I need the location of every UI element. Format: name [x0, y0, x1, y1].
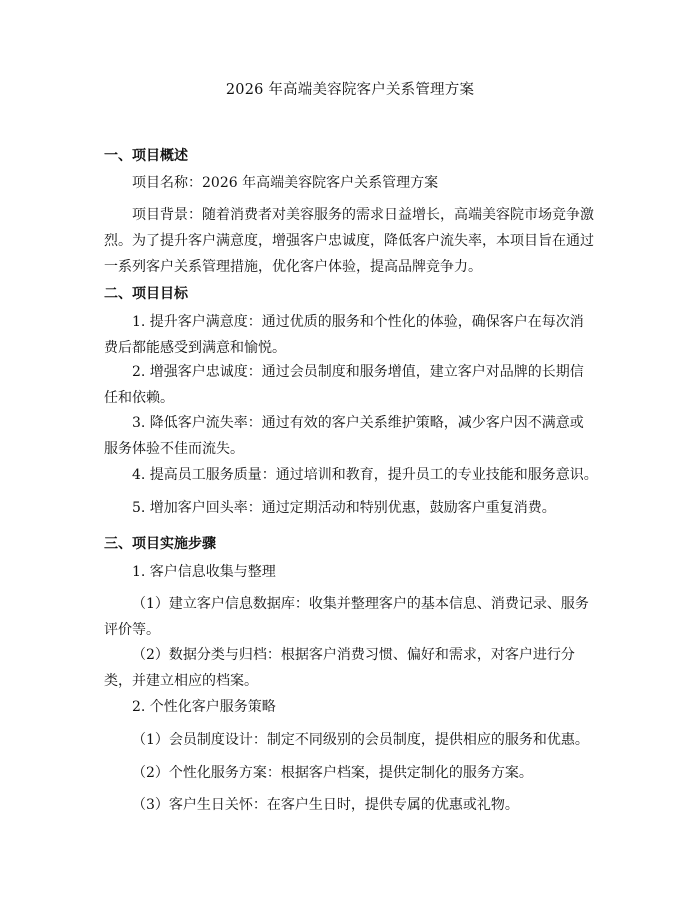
paragraph-step-1-1: （1）建立客户信息数据库：收集并整理客户的基本信息、消费记录、服务评价等。	[104, 596, 589, 638]
section-heading-overview: 一、项目概述	[104, 148, 188, 164]
document-title: 2026 年高端美容院客户关系管理方案	[225, 82, 475, 98]
paragraph-goal-2: 2. 增强客户忠诚度：通过会员制度和服务增值，建立客户对品牌的长期信任和依赖。	[104, 364, 584, 406]
paragraph-goal-5: 5. 增加客户回头率：通过定期活动和特别优惠，鼓励客户重复消费。	[132, 500, 556, 516]
paragraph-project-name: 项目名称：2026 年高端美容院客户关系管理方案	[132, 175, 439, 191]
paragraph-step-2-2: （2）个性化服务方案：根据客户档案，提供定制化的服务方案。	[132, 765, 533, 781]
paragraph-goal-1: 1. 提升客户满意度：通过优质的服务和个性化的体验，确保客户在每次消费后都能感受到满意和愉悦。	[104, 314, 584, 356]
section-heading-goals: 二、项目目标	[104, 286, 188, 302]
section-heading-implementation: 三、项目实施步骤	[104, 536, 216, 552]
paragraph-step-2-1: （1）会员制度设计：制定不同级别的会员制度，提供相应的服务和优惠。	[132, 732, 589, 748]
paragraph-step-1-2: （2）数据分类与归档：根据客户消费习惯、偏好和需求，对客户进行分类，并建立相应的档案。	[104, 647, 575, 689]
paragraph-step-1: 1. 客户信息收集与整理	[132, 564, 276, 580]
paragraph-project-background: 项目背景：随着消费者对美容服务的需求日益增长，高端美容院市场竞争激烈。为了提升客户满意度，增强客户忠诚度，降低客户流失率，本项目旨在通过一系列客户关系管理措施，优化客户体验，提高品牌竞争力。	[104, 207, 594, 275]
paragraph-goal-4: 4. 提高员工服务质量：通过培训和教育，提升员工的专业技能和服务意识。	[132, 467, 598, 483]
paragraph-goal-3: 3. 降低客户流失率：通过有效的客户关系维护策略，减少客户因不满意或服务体验不佳而流失。	[104, 415, 584, 457]
paragraph-step-2-3: （3）客户生日关怀：在客户生日时，提供专属的优惠或礼物。	[132, 797, 519, 813]
paragraph-step-2: 2. 个性化客户服务策略	[132, 699, 276, 715]
